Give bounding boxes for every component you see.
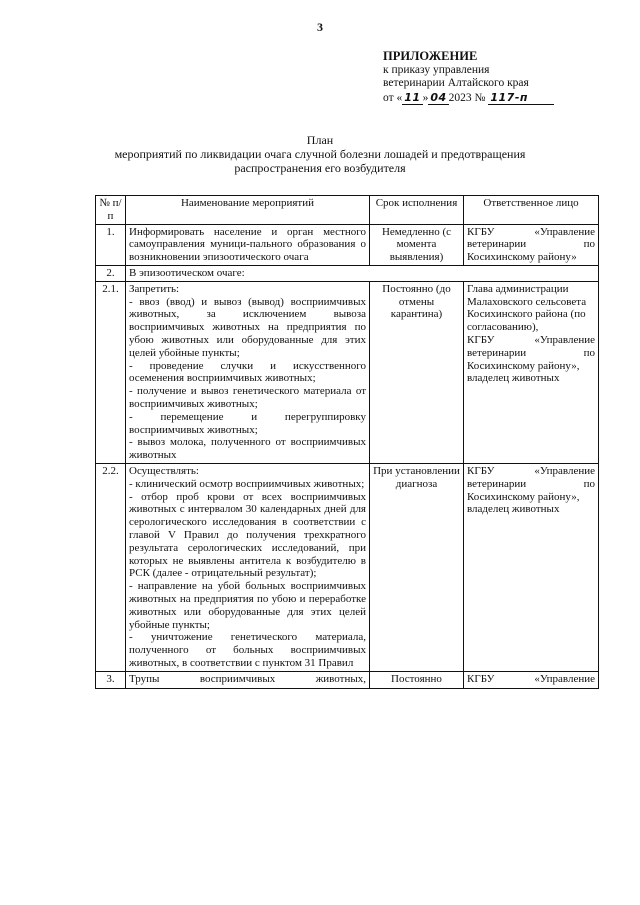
row-name-text: Трупы восприимчивых животных, (129, 672, 366, 685)
list-item: - направление на убой больных восприимчивых животных на предприятия по убою и переработке животных или оборудованные для этих целей убойные пункты; (129, 580, 366, 631)
row-responsible (464, 671, 599, 688)
responsible-item: владелец животных (467, 372, 560, 385)
appendix-block (383, 50, 554, 105)
date-month: 04 (430, 90, 447, 104)
list-item: - перемещение и перегруппировку восприимчивых животных; (129, 410, 366, 436)
header-responsible: Ответственное лицо (464, 196, 599, 225)
row-num: 2.1. (96, 281, 126, 463)
list-item: - клинический осмотр восприимчивых животных; (129, 477, 365, 490)
row-num-text: 3. (106, 672, 115, 685)
measures-table (95, 195, 599, 689)
appendix-line-1: к приказу управления (383, 63, 490, 76)
row-name (126, 671, 370, 688)
table-header-row (96, 196, 599, 225)
row-name (126, 463, 370, 671)
list-item: - ввоз (ввод) и вывоз (вывод) восприимчивых животных, за исключением вывоза восприимчивых животных на предприятия по убою животных или оборудованные для этих целей убойные пункты; (129, 295, 366, 359)
table-row (96, 463, 599, 671)
row-num: 2.2. (96, 463, 126, 671)
appendix-date-line (383, 91, 554, 106)
row-term: Немедленно (с момента выявления) (370, 224, 464, 265)
list-item: - вывоз молока, полученного от восприимчивых животных (129, 436, 366, 462)
row-term: При установлении диагноза (370, 463, 464, 671)
list-item: - отбор проб крови от всех восприимчивых животных с интервалом 30 календарных дней для серологического исследования в соответствии с главой V Правил до получения трехкратного результата серологических исследований, при которых не выявлены антитела к возбудителю в РСК (далее - отрицательный результат); (129, 490, 366, 580)
row-responsible (464, 281, 599, 463)
row-term (370, 671, 464, 688)
plan-subtitle-line-1: мероприятий по ликвидации очага случной болезни лошадей и предотвращения (114, 147, 526, 161)
list-item: - получение и вывоз генетического материала от восприимчивых животных; (129, 385, 366, 410)
responsible-item: КГБУ «Управление ветеринарии по Косихинскому району», (467, 333, 595, 372)
row-lead: Запретить: (129, 282, 180, 295)
list-item: - проведение случки и искусственного осеменения восприимчивых животных; (129, 359, 366, 385)
plan-title-block (0, 133, 640, 175)
appendix-line-2: ветеринарии Алтайского края (383, 77, 529, 89)
appendix-title: ПРИЛОЖЕНИЕ (383, 49, 478, 63)
row-num: 2. (96, 265, 126, 281)
page-number: 3 (317, 20, 323, 34)
row-num: 1. (96, 224, 126, 265)
header-num: № п/п (96, 196, 126, 225)
list-item: - уничтожение генетического материала, полученного от больных восприимчивых животных, в соответствии с пунктом 31 Правил (129, 631, 366, 669)
plan-title: План (306, 133, 334, 147)
row-name: Информировать население и орган местного самоуправления муници-пального образования о возникновении эпизоотического очага (126, 224, 370, 265)
row-name: В эпизоотическом очаге: (126, 265, 599, 281)
responsible-item: КГБУ «Управление ветеринарии по Косихинскому району», (467, 464, 595, 503)
table-row (96, 671, 599, 688)
plan-subtitle-line-2: распространения его возбудителя (234, 161, 406, 175)
row-responsible: КГБУ «Управление ветеринарии по Косихинскому району» (464, 224, 599, 265)
responsible-item: владелец животных (467, 503, 560, 516)
table-row (96, 281, 599, 463)
row-lead: Осуществлять: (129, 464, 199, 477)
row-responsible (464, 463, 599, 671)
date-year: 2023 № (448, 91, 486, 104)
row-term-text: Постоянно (391, 672, 442, 685)
responsible-item: Глава администрации Малаховского сельсовета Косихинского района (по согласованию), (467, 282, 587, 334)
header-term: Срок исполнения (370, 196, 464, 225)
date-day: 11 (404, 90, 421, 104)
header-name: Наименование мероприятий (126, 196, 370, 225)
row-term: Постоянно (до отмены карантина) (370, 281, 464, 463)
row-responsible-text: КГБУ «Управление (467, 672, 595, 685)
date-mid: » (422, 91, 429, 104)
table-row (96, 224, 599, 265)
row-name (126, 281, 370, 463)
table-row (96, 265, 599, 281)
order-number: 117-п (488, 91, 554, 106)
date-prefix: от « (383, 91, 403, 104)
row-num (96, 671, 126, 688)
